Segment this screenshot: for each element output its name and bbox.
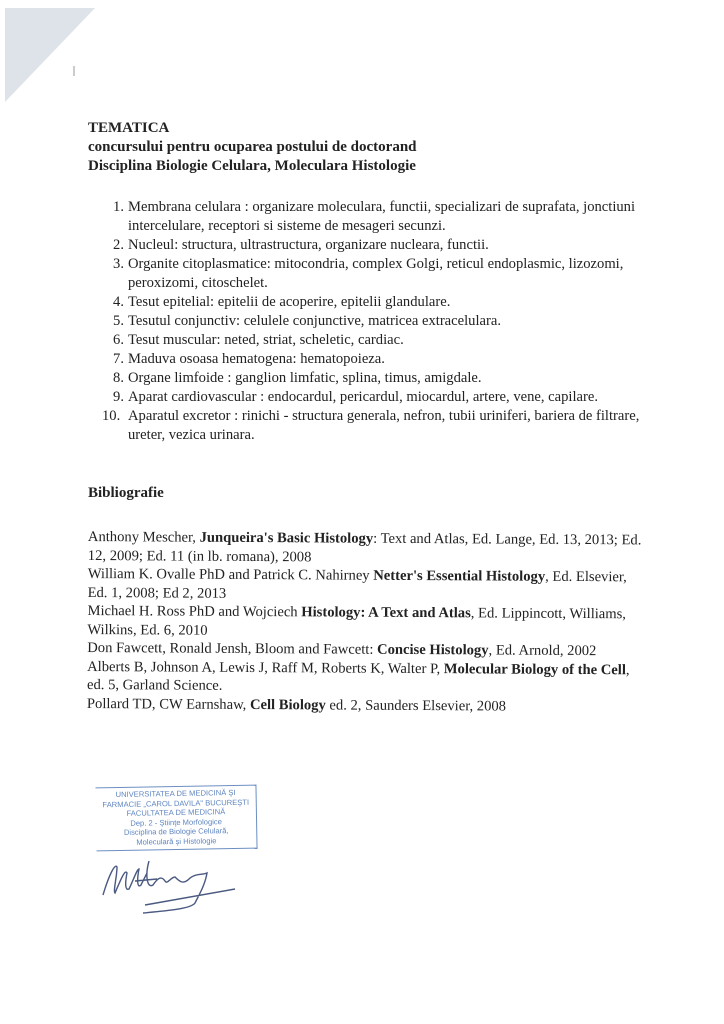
book-title: Molecular Biology of the Cell	[443, 660, 626, 678]
heading-title: TEMATICA	[88, 120, 170, 136]
bibliography-entry	[88, 565, 648, 605]
entry-text: , Ed. Lippincott, Williams, Wilkins, Ed. 6, 2010	[87, 605, 627, 639]
stamp-line: Dep. 2 - Ştiinţe Morfologice	[130, 816, 222, 828]
stamp-line: UNIVERSITATEA DE MEDICINĂ ŞI	[115, 787, 236, 800]
entry-text: William K. Ovalle PhD and Patrick C. Nahirney	[87, 565, 374, 584]
heading-subtitle: concursului pentru ocuparea postului de doctorand	[88, 139, 417, 155]
heading-discipline: Disciplina Biologie Celulara, Moleculara Histologie	[88, 158, 416, 174]
book-title: Concise Histology	[377, 641, 489, 659]
topic-item: Aparatul excretor : rinichi - structura generala, nefron, tubii uriniferi, bariera de filtrare, ureter, vezica urinara.	[128, 408, 640, 443]
stamp-line: FACULTATEA DE MEDICINĂ	[126, 807, 226, 819]
topic-item: Organite citoplasmatice: mitocondria, complex Golgi, reticul endoplasmic, lizozomi, peroxizomi, citoschelet.	[128, 256, 624, 291]
stamp-line: FARMACIE „CAROL DAVILA" BUCUREŞTI	[102, 797, 250, 809]
bibliography-heading: Bibliografie	[88, 485, 164, 501]
entry-text: Pollard TD, CW Earnshaw,	[86, 695, 251, 713]
stamp-line: Disciplina de Biologie Celulară,	[123, 826, 229, 838]
entry-text: , ed. 5, Garland Science.	[86, 661, 630, 694]
topic-item: Organe limfoide : ganglion limfatic, splina, timus, amigdale.	[128, 370, 482, 386]
university-stamp	[95, 785, 257, 851]
entry-text: Michael H. Ross PhD and Wojciech	[87, 602, 302, 621]
bibliography-entry	[87, 657, 647, 697]
bibliography-list	[87, 528, 648, 716]
book-title: Junqueira's Basic Histology	[199, 529, 374, 547]
book-title: Histology: A Text and Atlas	[301, 604, 471, 622]
topic-item: Tesutul conjunctiv: celulele conjunctive, matricea extracelulara.	[128, 313, 501, 329]
bibliography-entry	[87, 694, 647, 716]
entry-text: , Ed. Elsevier, Ed. 1, 2008; Ed 2, 2013	[87, 568, 627, 602]
entry-text: Alberts B, Johnson A, Lewis J, Raff M, Roberts K, Walter P,	[87, 658, 444, 677]
entry-text: Don Fawcett, Ronald Jensh, Bloom and Fawcett:	[87, 639, 378, 658]
book-title: Cell Biology	[249, 696, 326, 713]
topic-list	[88, 198, 668, 445]
entry-text: , Ed. Arnold, 2002	[488, 642, 597, 660]
document-heading	[88, 119, 417, 176]
topic-item: Nucleul: structura, ultrastructura, organizare nucleara, functii.	[128, 237, 489, 253]
bibliography-entry	[87, 602, 647, 642]
topic-item: Tesut epitelial: epitelii de acoperire, epitelii glandulare.	[128, 294, 451, 310]
scan-page-corner	[0, 0, 100, 110]
topic-item: Tesut muscular: neted, striat, scheletic, cardiac.	[128, 332, 404, 348]
stamp-line: Moleculară şi Histologie	[136, 836, 217, 847]
entry-text: : Text and Atlas, Ed. Lange, Ed. 13, 2013; Ed. 12, 2009; Ed. 11 (in lb. romana), 2008	[87, 530, 642, 565]
topic-item: Maduva osoasa hematogena: hematopoieza.	[128, 351, 385, 367]
signature	[95, 855, 255, 915]
entry-text: Anthony Mescher,	[87, 529, 200, 546]
entry-text: ed. 2, Saunders Elsevier, 2008	[325, 696, 507, 715]
topic-item: Membrana celulara : organizare moleculara, functii, specializari de suprafata, jonctiuni intercelulare, receptori si sisteme de mesageri secunzi.	[128, 199, 636, 234]
topic-item: Aparat cardiovascular : endocardul, pericardul, miocardul, artere, vene, capilare.	[128, 389, 598, 405]
bibliography-entry	[88, 528, 648, 568]
book-title: Netter's Essential Histology	[373, 567, 546, 585]
